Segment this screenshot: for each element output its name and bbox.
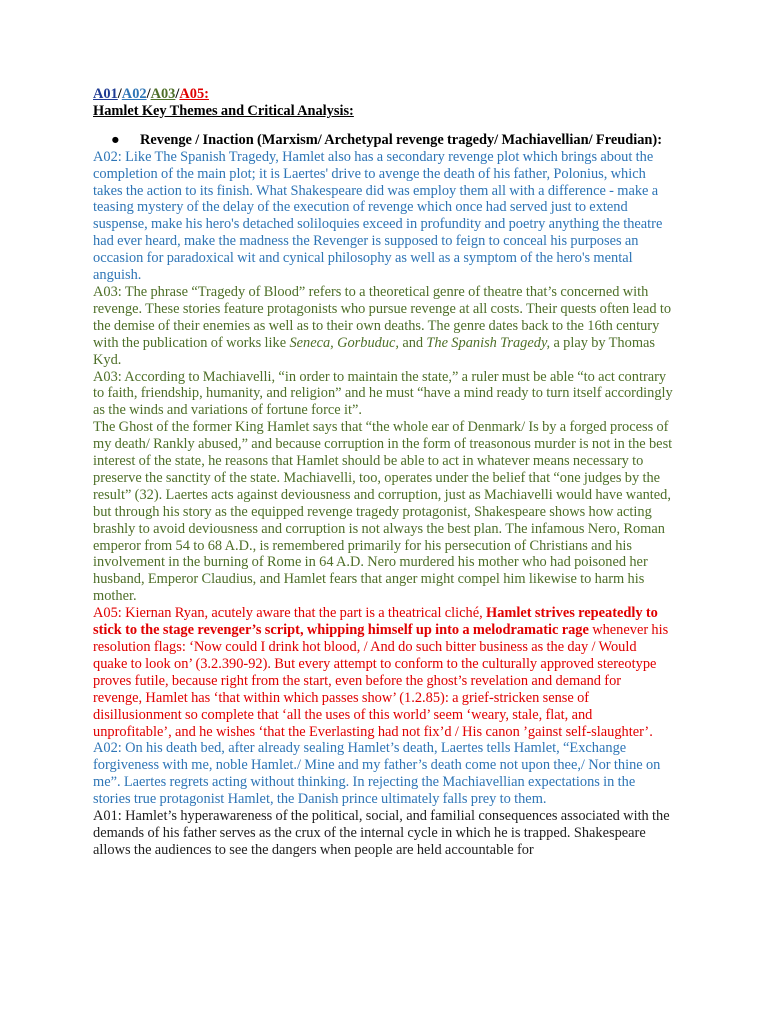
code-a02: A02 xyxy=(121,86,147,102)
paragraph-a03-machiavelli: A03: According to Machiavelli, “in order to maintain the state,” a ruler must be able “to act contrary to faith, friendship, humanity, and religion” and he must “have a mind ready to turn itself accordingly as the winds and variations of fortune force it”. xyxy=(93,368,673,419)
paragraph-a02-laertes-death: A02: On his death bed, after already sealing Hamlet’s death, Laertes tells Hamlet, “Exchange forgiveness with me, noble Hamlet./ Mine and my father’s death come not upon thee,/ Nor thine on me”. Laertes regrets acting without thinking. In rejecting the Machiavellian expectations in the stories true protagonist Hamlet, the Danish prince ultimately falls prey to them. xyxy=(93,740,661,808)
paragraph-text: a play by Thomas Kyd. xyxy=(93,334,656,368)
paragraph-text: A03: The phrase “Tragedy of Blood” refers to a theoretical genre of theatre that’s concerned with revenge. These stories feature protagonists who pursue revenge at all costs. Their quests often lead to the demise of their enemies as well as to their own deaths. The genre dates back to the 16th century with the publication of works like xyxy=(93,283,672,351)
theme-heading: Revenge / Inaction (Marxism/ Archetypal revenge tragedy/ Machiavellian/ Freudian): xyxy=(140,131,662,148)
paragraph-bold-quote: Hamlet strives repeatedly to stick to the stage revenger’s script, whipping himself up into a melodramatic rage xyxy=(93,605,658,639)
code-a03: A03 xyxy=(150,86,176,102)
document-body xyxy=(93,86,673,859)
theme-bullet xyxy=(111,132,673,149)
paragraph-ghost-nero: The Ghost of the former King Hamlet says that “the whole ear of Denmark/ Is by a forged process of my death/ Rankly abused,” and because corruption in the form of treasonous murder is not in the best interest of the state, he reasons that Hamlet should be able to act in whatever means necessary to preserve the sanctity of the state. Machiavelli, too, operates under the belief that “one judges by the result” (32). Laertes acts against deviousness and corruption, just as Machiavelli would have wanted, but through his story as the equipped revenge tragedy protagonist, Shakespeare shows how acting brashly to avoid deviousness and corruption is not always the best plan. The infamous Nero, Roman emperor from 54 to 68 A.D., is remembered primarily for his persecution of Christians and his involvement in the burning of Rome in 64 A.D. Nero murdered his mother who had poisoned her husband, Emperor Claudius, and Hamlet fears that anger might compel him likewise to harm his mother. xyxy=(93,419,673,605)
code-separator: / xyxy=(175,86,180,102)
paragraph-a02-spanish-tragedy: A02: Like The Spanish Tragedy, Hamlet also has a secondary revenge plot which brings about the completion of the main plot; it is Laertes' drive to avenge the death of his father, Polonius, which takes the action to its finish. What Shakespeare did was employ them all with a difference - make a teasing mystery of the delay of the execution of revenge which once had served just to extend suspense, make his hero's detached soliloquies exceed in profundity and poetry anything the theatre had ever heard, make the madness the Revenger is supposed to feign to conceal his purposes an occasion for paradoxical wit and cynical philosophy as well as a symptom of the hero's mental anguish. xyxy=(93,148,663,284)
bullet-icon: ● xyxy=(111,131,120,148)
paragraph-a05-kiernan-ryan xyxy=(93,605,673,740)
paragraph-text: whenever his resolution flags: ‘Now could I drink hot blood, / And do such bitter business as the day / Would quake to look on’ (3.2.390-92). But every attempt to conform to the culturally approved stereotype proves futile, because right from the start, even before the ghost’s revelation and demand for revenge, Hamlet has ‘that within which passes show’ (1.2.85): a grief-stricken sense of disillusionment so complete that ‘all the uses of this world’ seem ‘weary, stale, flat, and unprofitable’, and he wishes ‘that the Everlasting had not fix’d / His canon ’gainst self-slaughter’. xyxy=(93,622,669,740)
paragraph-a01-hyperawareness: A01: Hamlet’s hyperawareness of the political, social, and familial consequences associated with the demands of his father serves as the crux of the internal cycle in which he is trapped. Shakespeare allows the audiences to see the dangers when people are held accountable for xyxy=(93,808,670,858)
paragraph-italic-titles: Seneca, Gorbuduc, xyxy=(289,334,400,351)
assessment-objectives-heading xyxy=(93,86,673,103)
paragraph-text: A05: Kiernan Ryan, acutely aware that the part is a theatrical cliché, xyxy=(93,605,486,622)
paragraph-text: and xyxy=(399,334,427,351)
code-a05: A05: xyxy=(179,86,209,102)
paragraph-italic-title: The Spanish Tragedy, xyxy=(426,334,551,351)
code-a01: A01 xyxy=(93,86,118,102)
code-separator: / xyxy=(146,86,151,102)
paragraph-a03-tragedy-of-blood xyxy=(93,284,673,369)
code-separator: / xyxy=(117,86,122,102)
page-title: Hamlet Key Themes and Critical Analysis: xyxy=(93,102,354,119)
